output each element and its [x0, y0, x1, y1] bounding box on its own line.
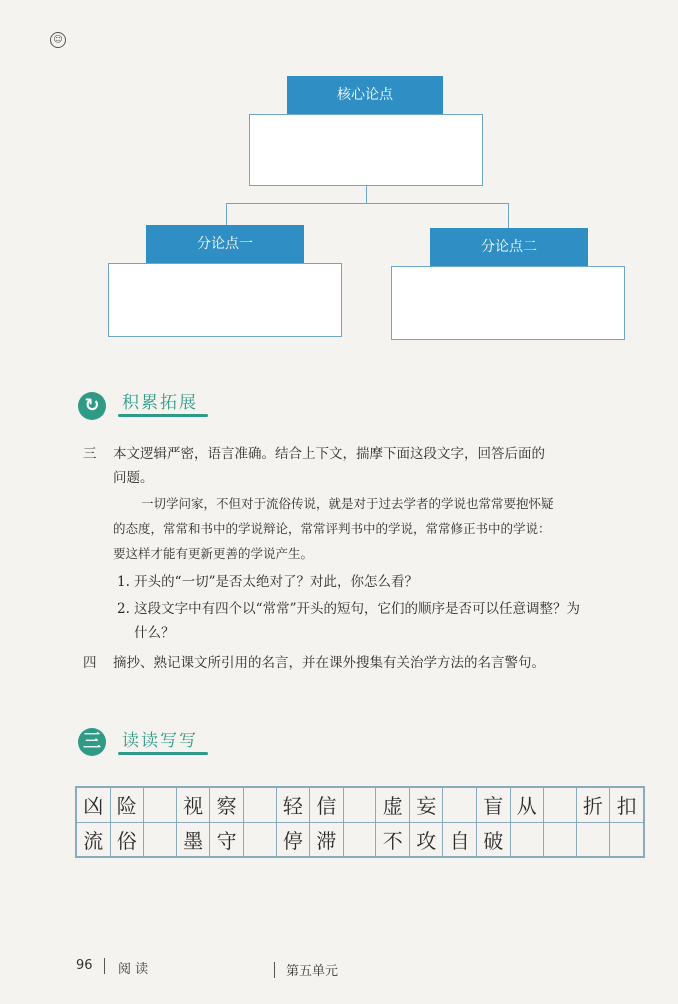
sub-point-1-header: 分论点一: [146, 225, 304, 263]
vocab-cell: 妄: [409, 788, 443, 823]
section-title-read-write: 读读写写: [122, 731, 198, 751]
quote-line1: 一切学问家，不但对于流俗传说，就是对于过去学者的学说也常常要抱怀疑: [141, 496, 554, 511]
footer-divider: [104, 958, 105, 974]
sub-question-2-line2: 什么？: [134, 625, 175, 641]
vocab-cell: 攻: [409, 822, 443, 857]
vocab-cell: 盲: [476, 788, 510, 823]
quote-line3: 要这样才能有更新更善的学说产生。: [113, 546, 314, 561]
connector-left: [226, 203, 227, 225]
section-title-accumulate: 积累拓展: [122, 393, 198, 413]
page-number: 96: [76, 958, 93, 973]
q3-number: 三: [83, 446, 97, 462]
vocab-cell: 守: [210, 822, 244, 857]
vocab-cell: 自: [443, 822, 477, 857]
vocab-cell: 破: [476, 822, 510, 857]
vocab-cell: 墨: [176, 822, 210, 857]
footer-section: 阅 读: [118, 962, 149, 977]
section-underline: [118, 414, 208, 417]
vocab-grid: [75, 786, 645, 858]
vocab-cell: 扣: [610, 788, 644, 823]
sub-point-1-box: [108, 263, 342, 337]
vocab-cell: [243, 822, 276, 857]
read-write-icon: 三: [78, 728, 106, 756]
vocab-cell: [343, 788, 376, 823]
smile-icon: ☺: [50, 32, 66, 48]
vocab-cell: [544, 822, 577, 857]
q3-line2: 问题。: [113, 470, 154, 486]
vocab-cell: 俗: [110, 822, 144, 857]
sub-point-2-box: [391, 266, 625, 340]
vocab-cell: [610, 822, 644, 857]
vocab-cell: 流: [77, 822, 111, 857]
footer-unit: 第五单元: [286, 964, 339, 979]
vocab-cell: [144, 822, 177, 857]
sub-question-2-line1: 2. 这段文字中有四个以“常常”开头的短句，它们的顺序是否可以任意调整？为: [117, 601, 580, 617]
q3-line1: 本文逻辑严密，语言准确。结合上下文，揣摩下面这段文字，回答后面的: [113, 446, 545, 462]
accumulate-icon: ↻: [78, 392, 106, 420]
vocab-cell: 视: [176, 788, 210, 823]
vocab-cell: 轻: [276, 788, 310, 823]
vocab-cell: 不: [376, 822, 410, 857]
vocab-cell: 察: [210, 788, 244, 823]
sub-question-1: 1. 开头的“一切”是否太绝对了？对此，你怎么看？: [117, 574, 418, 590]
quote-line2: 的态度，常常和书中的学说辩论，常常评判书中的学说，常常修正书中的学说：: [113, 521, 551, 536]
q4-text: 摘抄、熟记课文所引用的名言，并在课外搜集有关治学方法的名言警句。: [113, 655, 545, 671]
core-point-box: [249, 114, 483, 186]
vocab-cell: 从: [510, 788, 544, 823]
footer-divider: [274, 962, 275, 978]
vocab-cell: 险: [110, 788, 144, 823]
connector-vertical: [366, 185, 367, 203]
core-point-header: 核心论点: [287, 76, 443, 114]
vocab-cell: 凶: [77, 788, 111, 823]
vocab-cell: 虚: [376, 788, 410, 823]
vocab-cell: [243, 788, 276, 823]
vocab-cell: 停: [276, 822, 310, 857]
vocab-cell: [544, 788, 577, 823]
sub-point-2-header: 分论点二: [430, 228, 588, 266]
vocab-cell: [576, 822, 610, 857]
section-underline: [118, 752, 208, 755]
vocab-cell: 折: [576, 788, 610, 823]
q4-number: 四: [83, 655, 97, 671]
connector-horizontal: [226, 203, 508, 204]
vocab-cell: 信: [310, 788, 344, 823]
vocab-cell: [443, 788, 477, 823]
vocab-cell: [343, 822, 376, 857]
vocab-cell: [144, 788, 177, 823]
connector-right: [508, 203, 509, 228]
vocab-cell: [510, 822, 544, 857]
vocab-cell: 滞: [310, 822, 344, 857]
